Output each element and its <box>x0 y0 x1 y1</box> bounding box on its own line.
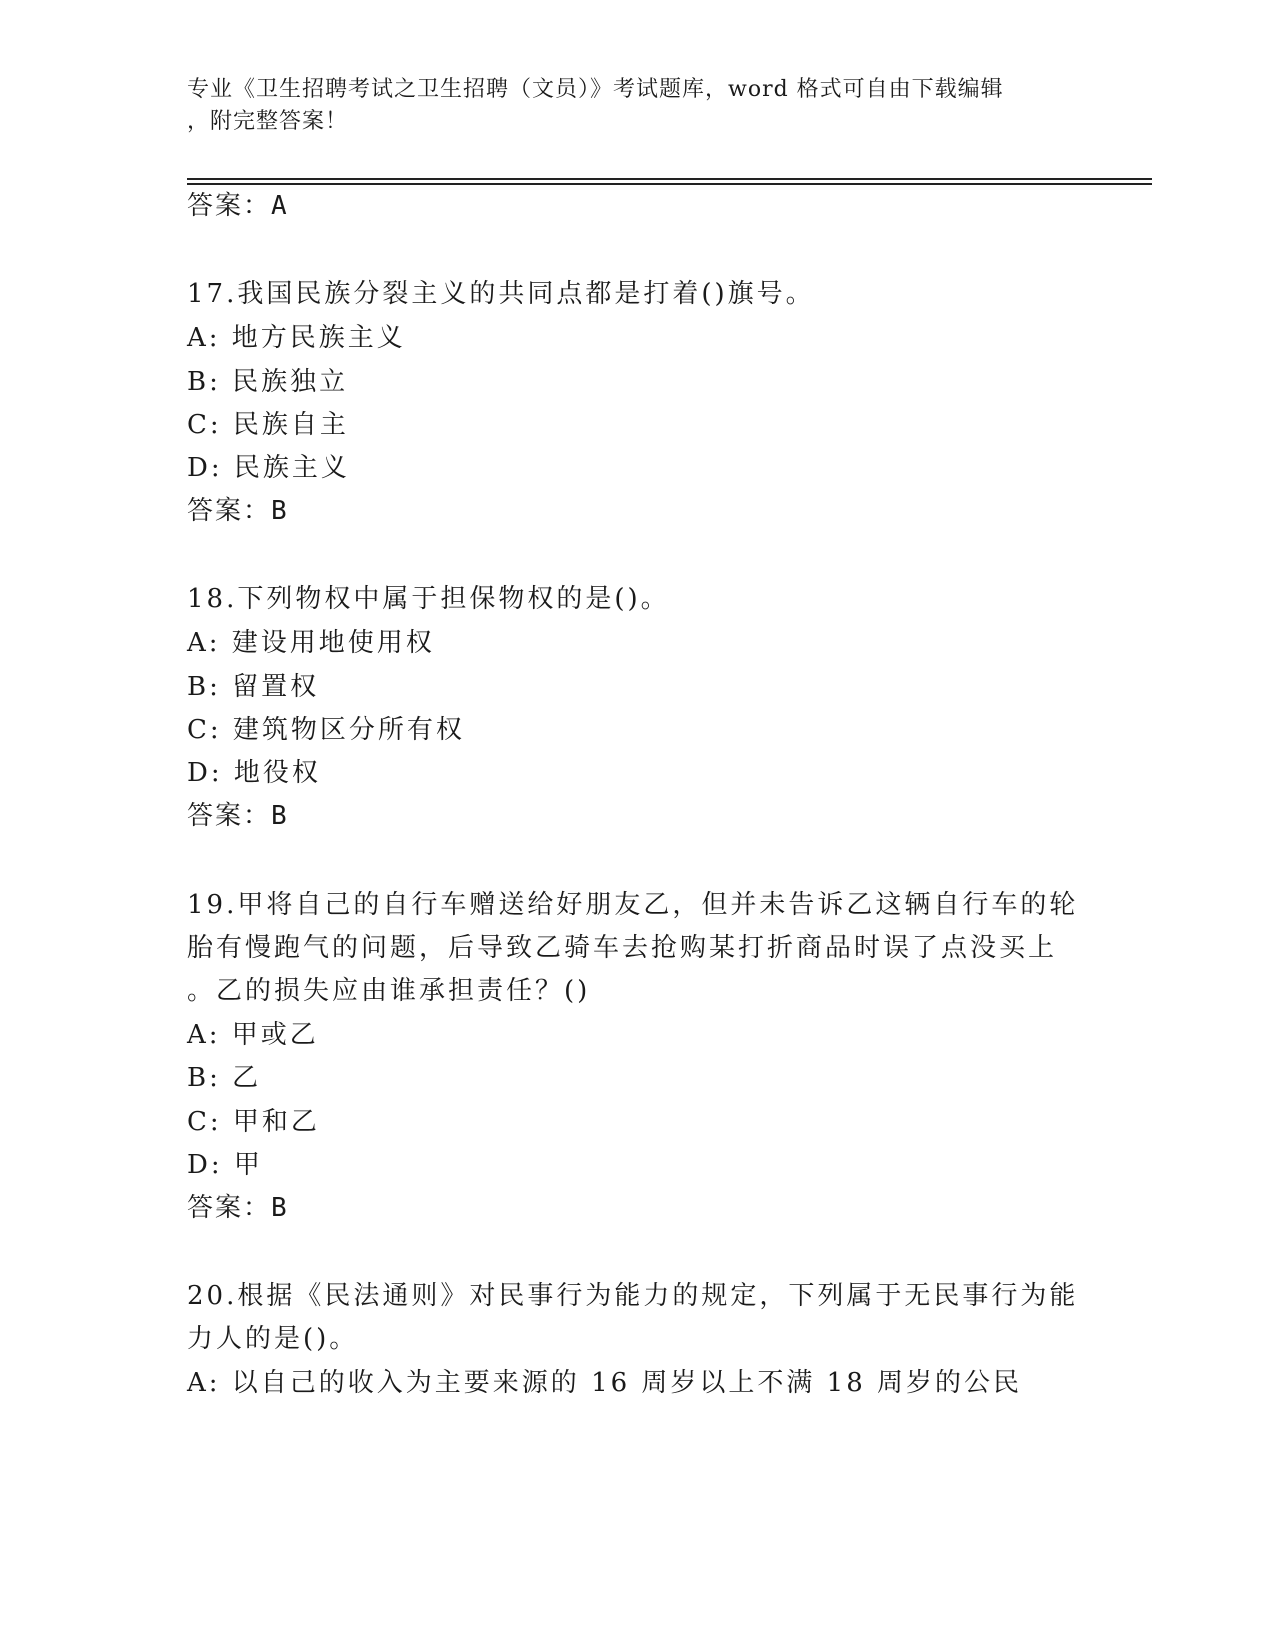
answer-value: B <box>271 1193 289 1223</box>
answer-value: B <box>271 801 289 831</box>
question-17-answer <box>187 490 289 527</box>
answer-label: 答案： <box>187 1193 272 1223</box>
question-18-option-b: B: 留置权 <box>187 672 320 702</box>
question-17-option-d: D: 民族主义 <box>187 453 350 483</box>
answer-label: 答案： <box>187 191 272 221</box>
header-line-2: ，附完整答案！ <box>187 109 349 134</box>
question-18-option-d: D: 地役权 <box>187 758 321 788</box>
answer-label: 答案： <box>187 496 272 526</box>
header-divider-bottom <box>187 183 1152 185</box>
question-19-option-d: D: 甲 <box>187 1150 263 1180</box>
answer-value: A <box>271 191 289 221</box>
question-18-text: 18.下列物权中属于担保物权的是()。 <box>187 584 670 614</box>
question-17-option-a: A: 地方民族主义 <box>187 323 406 353</box>
question-19-option-c: C: 甲和乙 <box>187 1107 320 1137</box>
question-17-text: 17.我国民族分裂主义的共同点都是打着()旗号。 <box>187 279 815 309</box>
header-divider-top <box>187 178 1152 180</box>
question-19-text-line-1: 19.甲将自己的自行车赠送给好朋友乙，但并未告诉乙这辆自行车的轮 <box>187 890 1079 920</box>
question-19-text-line-2: 胎有慢跑气的问题，后导致乙骑车去抢购某打折商品时误了点没买上 <box>187 933 1058 963</box>
question-19-answer <box>187 1187 289 1224</box>
question-19-option-b: B: 乙 <box>187 1063 262 1093</box>
question-18-answer <box>187 795 289 832</box>
question-19-option-a: A: 甲或乙 <box>187 1020 319 1050</box>
question-17-option-c: C: 民族自主 <box>187 410 349 440</box>
question-17-option-b: B: 民族独立 <box>187 367 349 397</box>
previous-answer <box>187 185 289 222</box>
header-line-1: 专业《卫生招聘考试之卫生招聘（文员）》考试题库，word 格式可自由下载编辑 <box>187 77 1004 102</box>
document-header <box>187 74 1067 138</box>
question-20-text-line-1: 20.根据《民法通则》对民事行为能力的规定，下列属于无民事行为能 <box>187 1281 1079 1311</box>
question-18-option-c: C: 建筑物区分所有权 <box>187 715 465 745</box>
question-20-text-line-2: 力人的是()。 <box>187 1324 359 1354</box>
answer-label: 答案： <box>187 801 272 831</box>
answer-value: B <box>271 496 289 526</box>
question-20-option-a: A: 以自己的收入为主要来源的 16 周岁以上不满 18 周岁的公民 <box>187 1368 1023 1398</box>
question-18-option-a: A: 建设用地使用权 <box>187 628 435 658</box>
question-19-text-line-3: 。乙的损失应由谁承担责任？() <box>187 976 591 1006</box>
